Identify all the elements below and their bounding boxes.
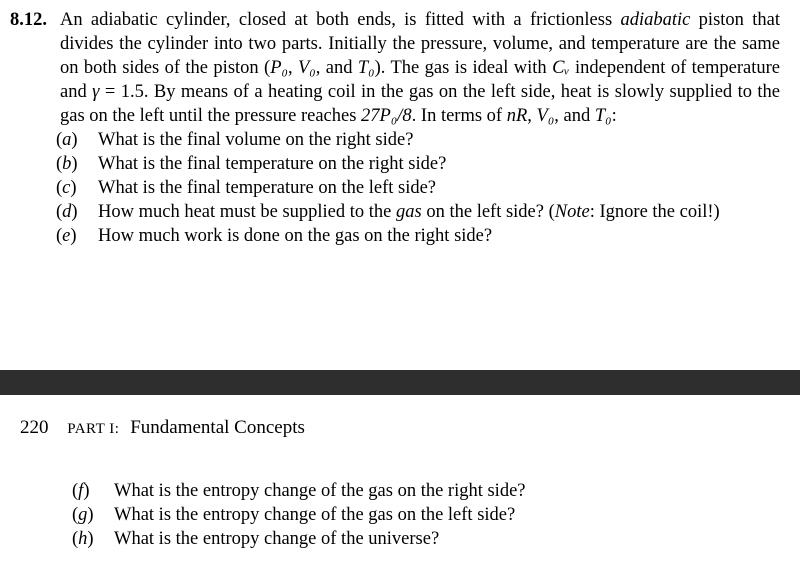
part-label: (g)	[72, 505, 94, 525]
statement-text: ). The gas is ideal with	[374, 58, 553, 78]
part-label: (c)	[56, 178, 77, 198]
symbol-final-pressure: 27P₀/8	[361, 106, 412, 126]
symbol-nr: nR	[506, 106, 528, 126]
part-text: What is the final temperature on the left side?	[98, 178, 437, 198]
question-part-f	[10, 479, 780, 503]
problem-8-12	[10, 8, 780, 248]
part-label: (e)	[56, 226, 77, 246]
part-text: What is the final temperature on the right side?	[98, 154, 447, 174]
question-part-c	[10, 176, 780, 200]
statement-text: = 1.5. By means of a heating coil in the gas on the left side, heat is slowly supplied to the gas on the left until the pressure reaches	[60, 82, 780, 126]
part-emphasis: gas	[396, 202, 422, 222]
part-text: on the left side? (	[421, 202, 555, 222]
statement-text: :	[611, 106, 617, 126]
statement-emphasis: adiabatic	[620, 10, 691, 30]
question-part-e	[10, 224, 780, 248]
part-label: (d)	[56, 202, 78, 222]
symbol-v0: V₀	[297, 58, 316, 78]
symbol-p0: P₀	[270, 58, 288, 78]
symbol-t0: T₀	[357, 58, 375, 78]
problem-statement	[10, 8, 780, 128]
part-label: (b)	[56, 154, 78, 174]
part-text: What is the entropy change of the universe?	[114, 529, 440, 549]
part-text: What is the final volume on the right side?	[98, 130, 414, 150]
statement-text: An adiabatic cylinder, closed at both ends, is fitted with a frictionless	[60, 10, 621, 30]
statement-text: ,	[527, 106, 537, 126]
statement-text: , and	[554, 106, 595, 126]
problem-number: 8.12.	[10, 10, 47, 30]
symbol-gamma: γ	[92, 82, 100, 102]
part-text: How much heat must be supplied to the	[98, 202, 397, 222]
part-text: : Ignore the coil!)	[589, 202, 720, 222]
statement-text: , and	[315, 58, 358, 78]
part-label: (f)	[72, 481, 90, 501]
page-number: 220	[20, 417, 49, 438]
problem-continued	[10, 479, 780, 551]
question-part-d	[10, 200, 780, 224]
question-part-a	[10, 128, 780, 152]
symbol-cv: Cᵥ	[552, 58, 570, 78]
part-label: (h)	[72, 529, 94, 549]
part-label: PART I:	[67, 421, 120, 437]
part-title: Fundamental Concepts	[130, 417, 305, 438]
statement-text: independent of temperature and	[60, 58, 780, 102]
symbol-t0: T₀	[594, 106, 612, 126]
statement-text: ,	[287, 58, 298, 78]
symbol-v0: V₀	[536, 106, 555, 126]
part-text: How much work is done on the gas on the right side?	[98, 226, 493, 246]
statement-text: . In terms of	[411, 106, 507, 126]
question-part-h	[10, 527, 780, 551]
page-break-band	[0, 370, 800, 395]
question-part-b	[10, 152, 780, 176]
part-text: What is the entropy change of the gas on the right side?	[114, 481, 526, 501]
part-label: (a)	[56, 130, 78, 150]
question-part-g	[10, 503, 780, 527]
statement-text: piston that divides the cylinder into two parts. Initially the pressure, volume, and temperature are the same on both sides of the piston (	[60, 10, 780, 78]
running-head	[20, 416, 305, 441]
note-label: Note	[554, 202, 590, 222]
part-text: What is the entropy change of the gas on the left side?	[114, 505, 516, 525]
